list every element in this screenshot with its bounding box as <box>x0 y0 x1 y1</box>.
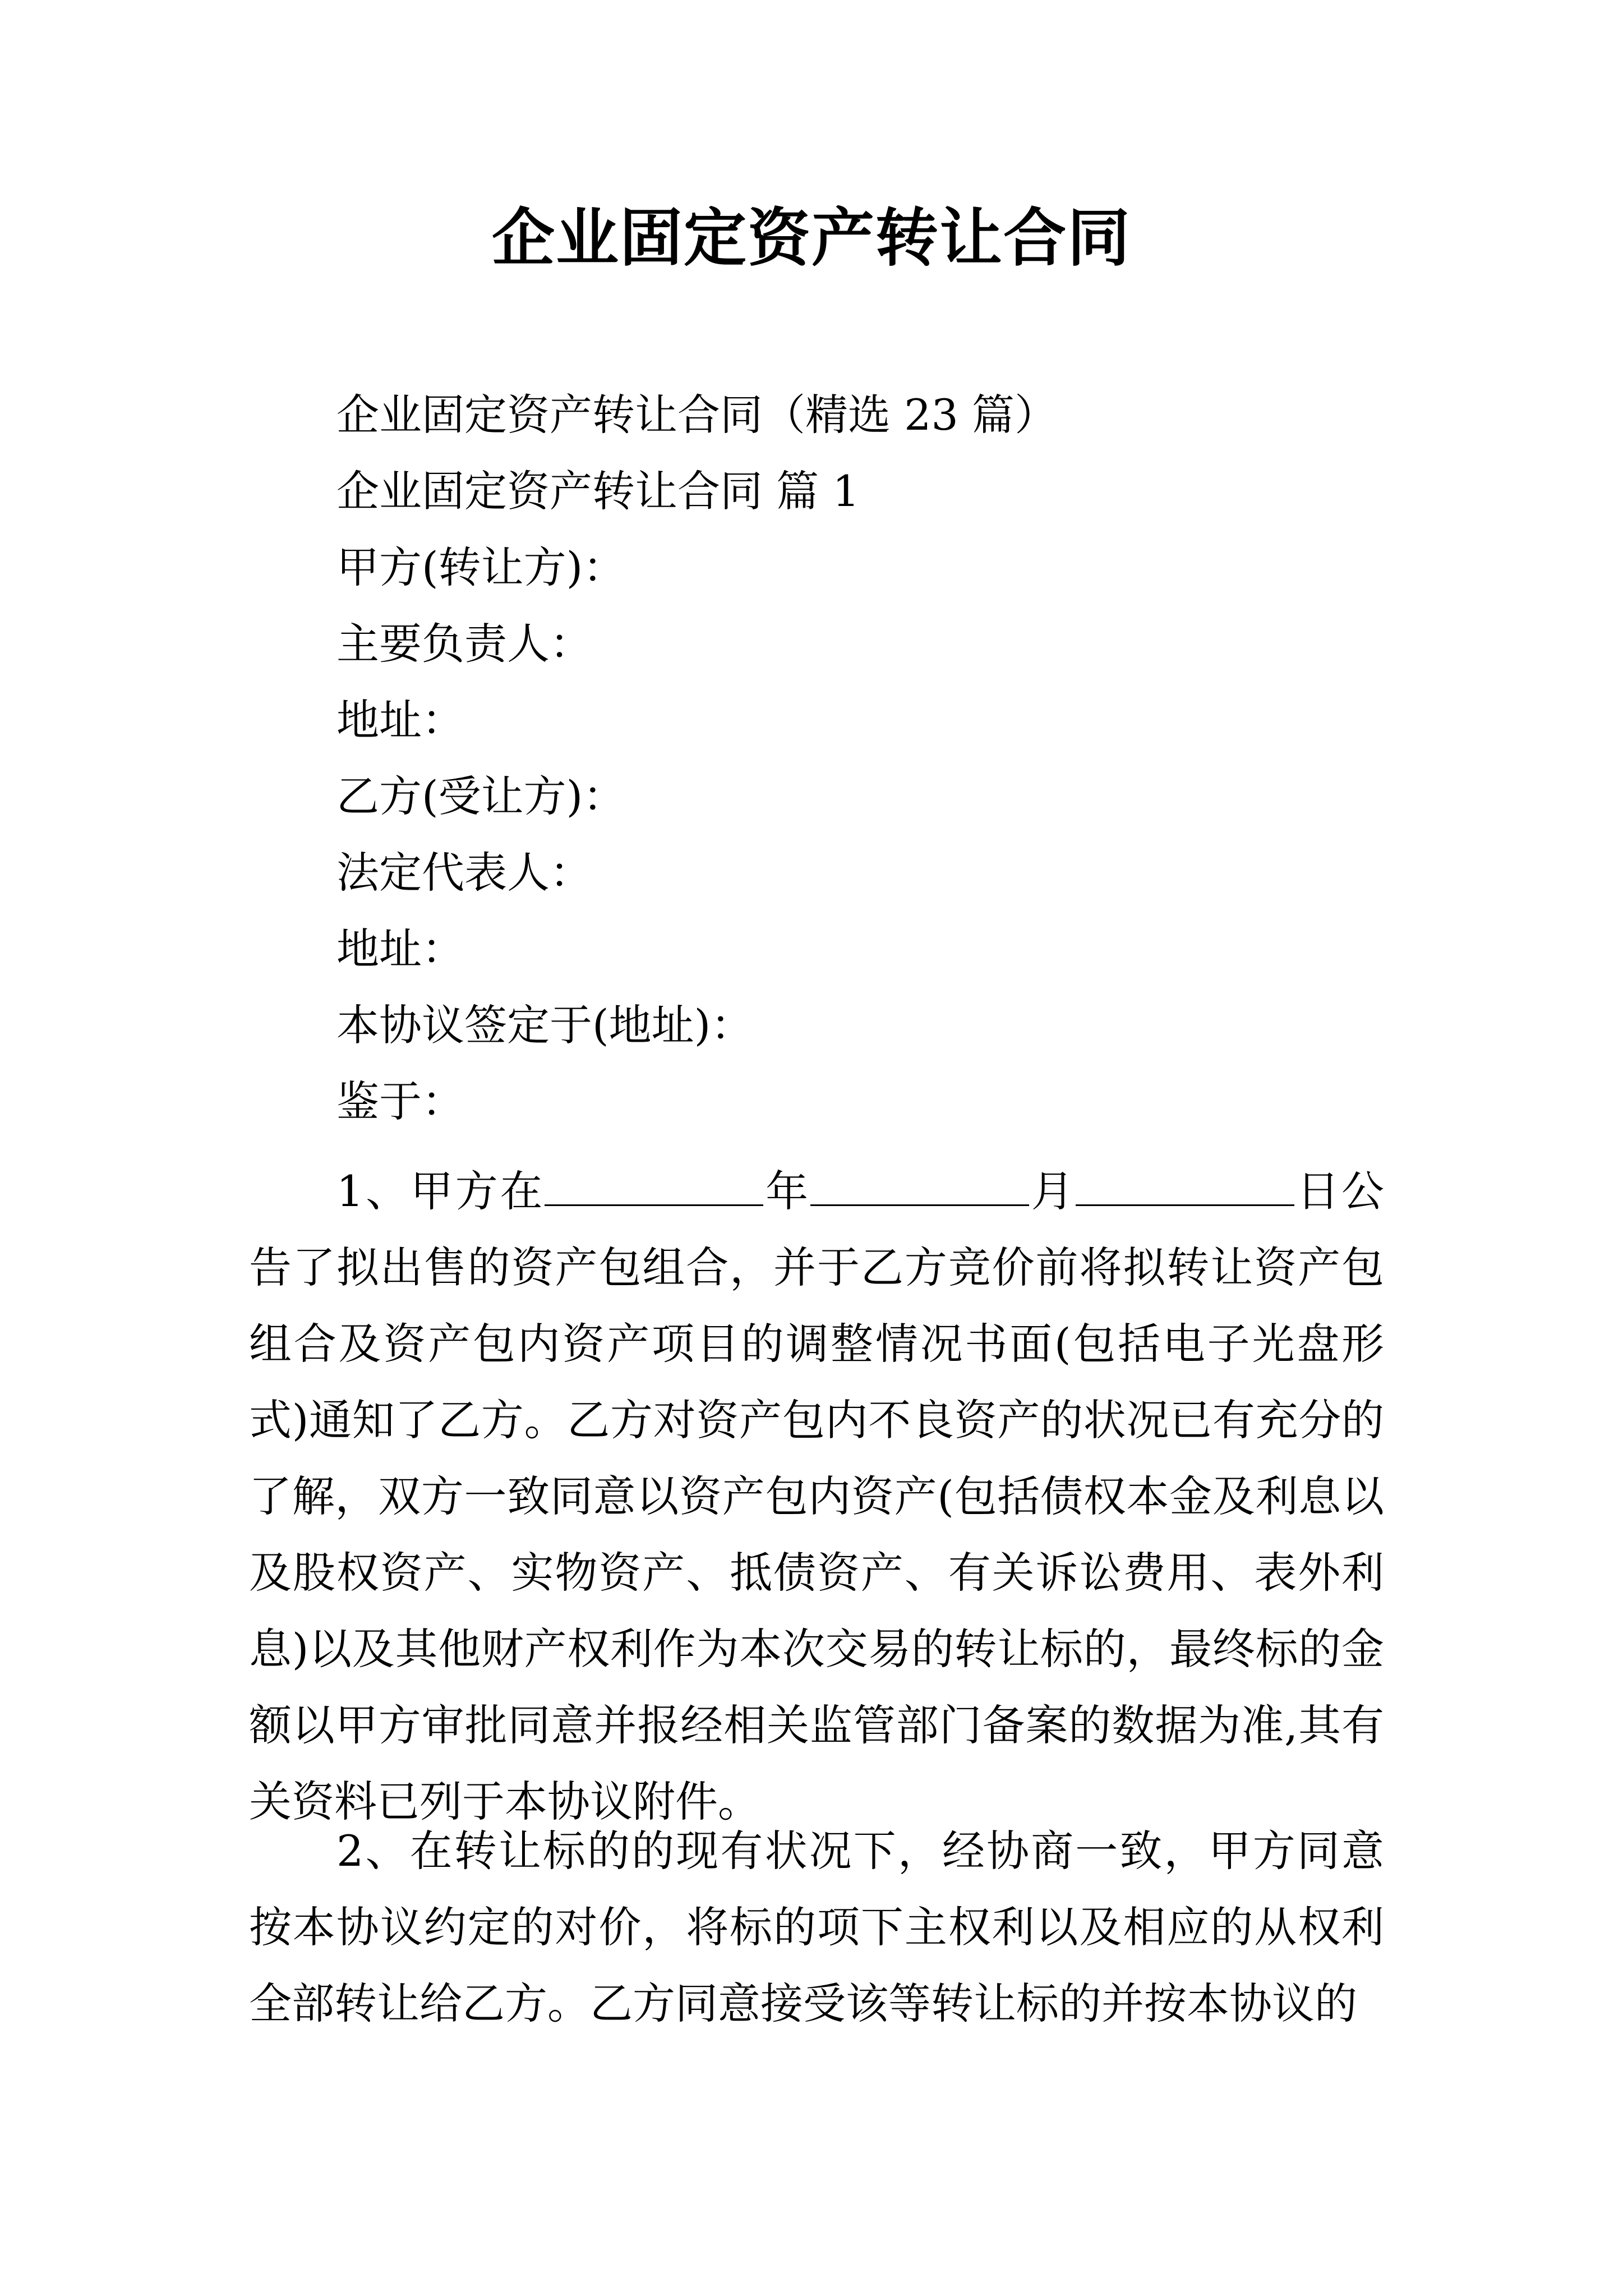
year-blank <box>545 1171 763 1206</box>
party-b-rep: 法定代表人： <box>336 848 592 898</box>
month-label: 月 <box>1029 1166 1076 1216</box>
clause-1-prefix: 1、甲方在 <box>336 1166 545 1216</box>
party-a-head: 主要负责人： <box>336 619 592 669</box>
year-label: 年 <box>763 1166 810 1216</box>
clause-1-rest: 日公告了拟出售的资产包组合，并于乙方竞价前将拟转让资产包组合及资产包内资产项目的调整情况书面(包括电子光盘形式)通知了乙方。乙方对资产包内不良资产的状况已有充分的了解，双方一致同意以资产包内资产(包括债权本金及利息以及股权资产、实物资产、抵债资产、有关诉讼费用、表外利息)以及其他财产权利作为本次交易的转让标的，最终标的金额以甲方审批同意并报经相关监管部门备案的数据为准,其有关资料已列于本协议附件。 <box>249 1166 1385 1826</box>
sign-location: 本协议签定于(地址)： <box>336 1000 754 1050</box>
header-lines <box>336 377 1514 1140</box>
day-blank <box>1076 1171 1294 1206</box>
subtitle: 企业固定资产转让合同（精选 23 篇） <box>336 390 1058 440</box>
month-blank <box>810 1171 1029 1206</box>
document-title: 企业固定资产转让合同 <box>492 201 1131 275</box>
party-b-address: 地址： <box>336 924 464 974</box>
party-b-label: 乙方(受让方)： <box>336 771 626 821</box>
clause-1-paragraph <box>249 1153 1384 1840</box>
whereas: 鉴于： <box>336 1076 464 1126</box>
section-heading: 企业固定资产转让合同 篇 1 <box>336 466 860 516</box>
party-a-label: 甲方(转让方)： <box>336 542 626 592</box>
clause-2-paragraph: 2、在转让标的的现有状况下，经协商一致，甲方同意按本协议约定的对价，将标的项下主权利以及相应的从权利全部转让给乙方。乙方同意接受该等转让标的并按本协议的 <box>249 1826 1384 2028</box>
party-a-address: 地址： <box>336 695 464 745</box>
clause-1 <box>249 1153 1384 1840</box>
